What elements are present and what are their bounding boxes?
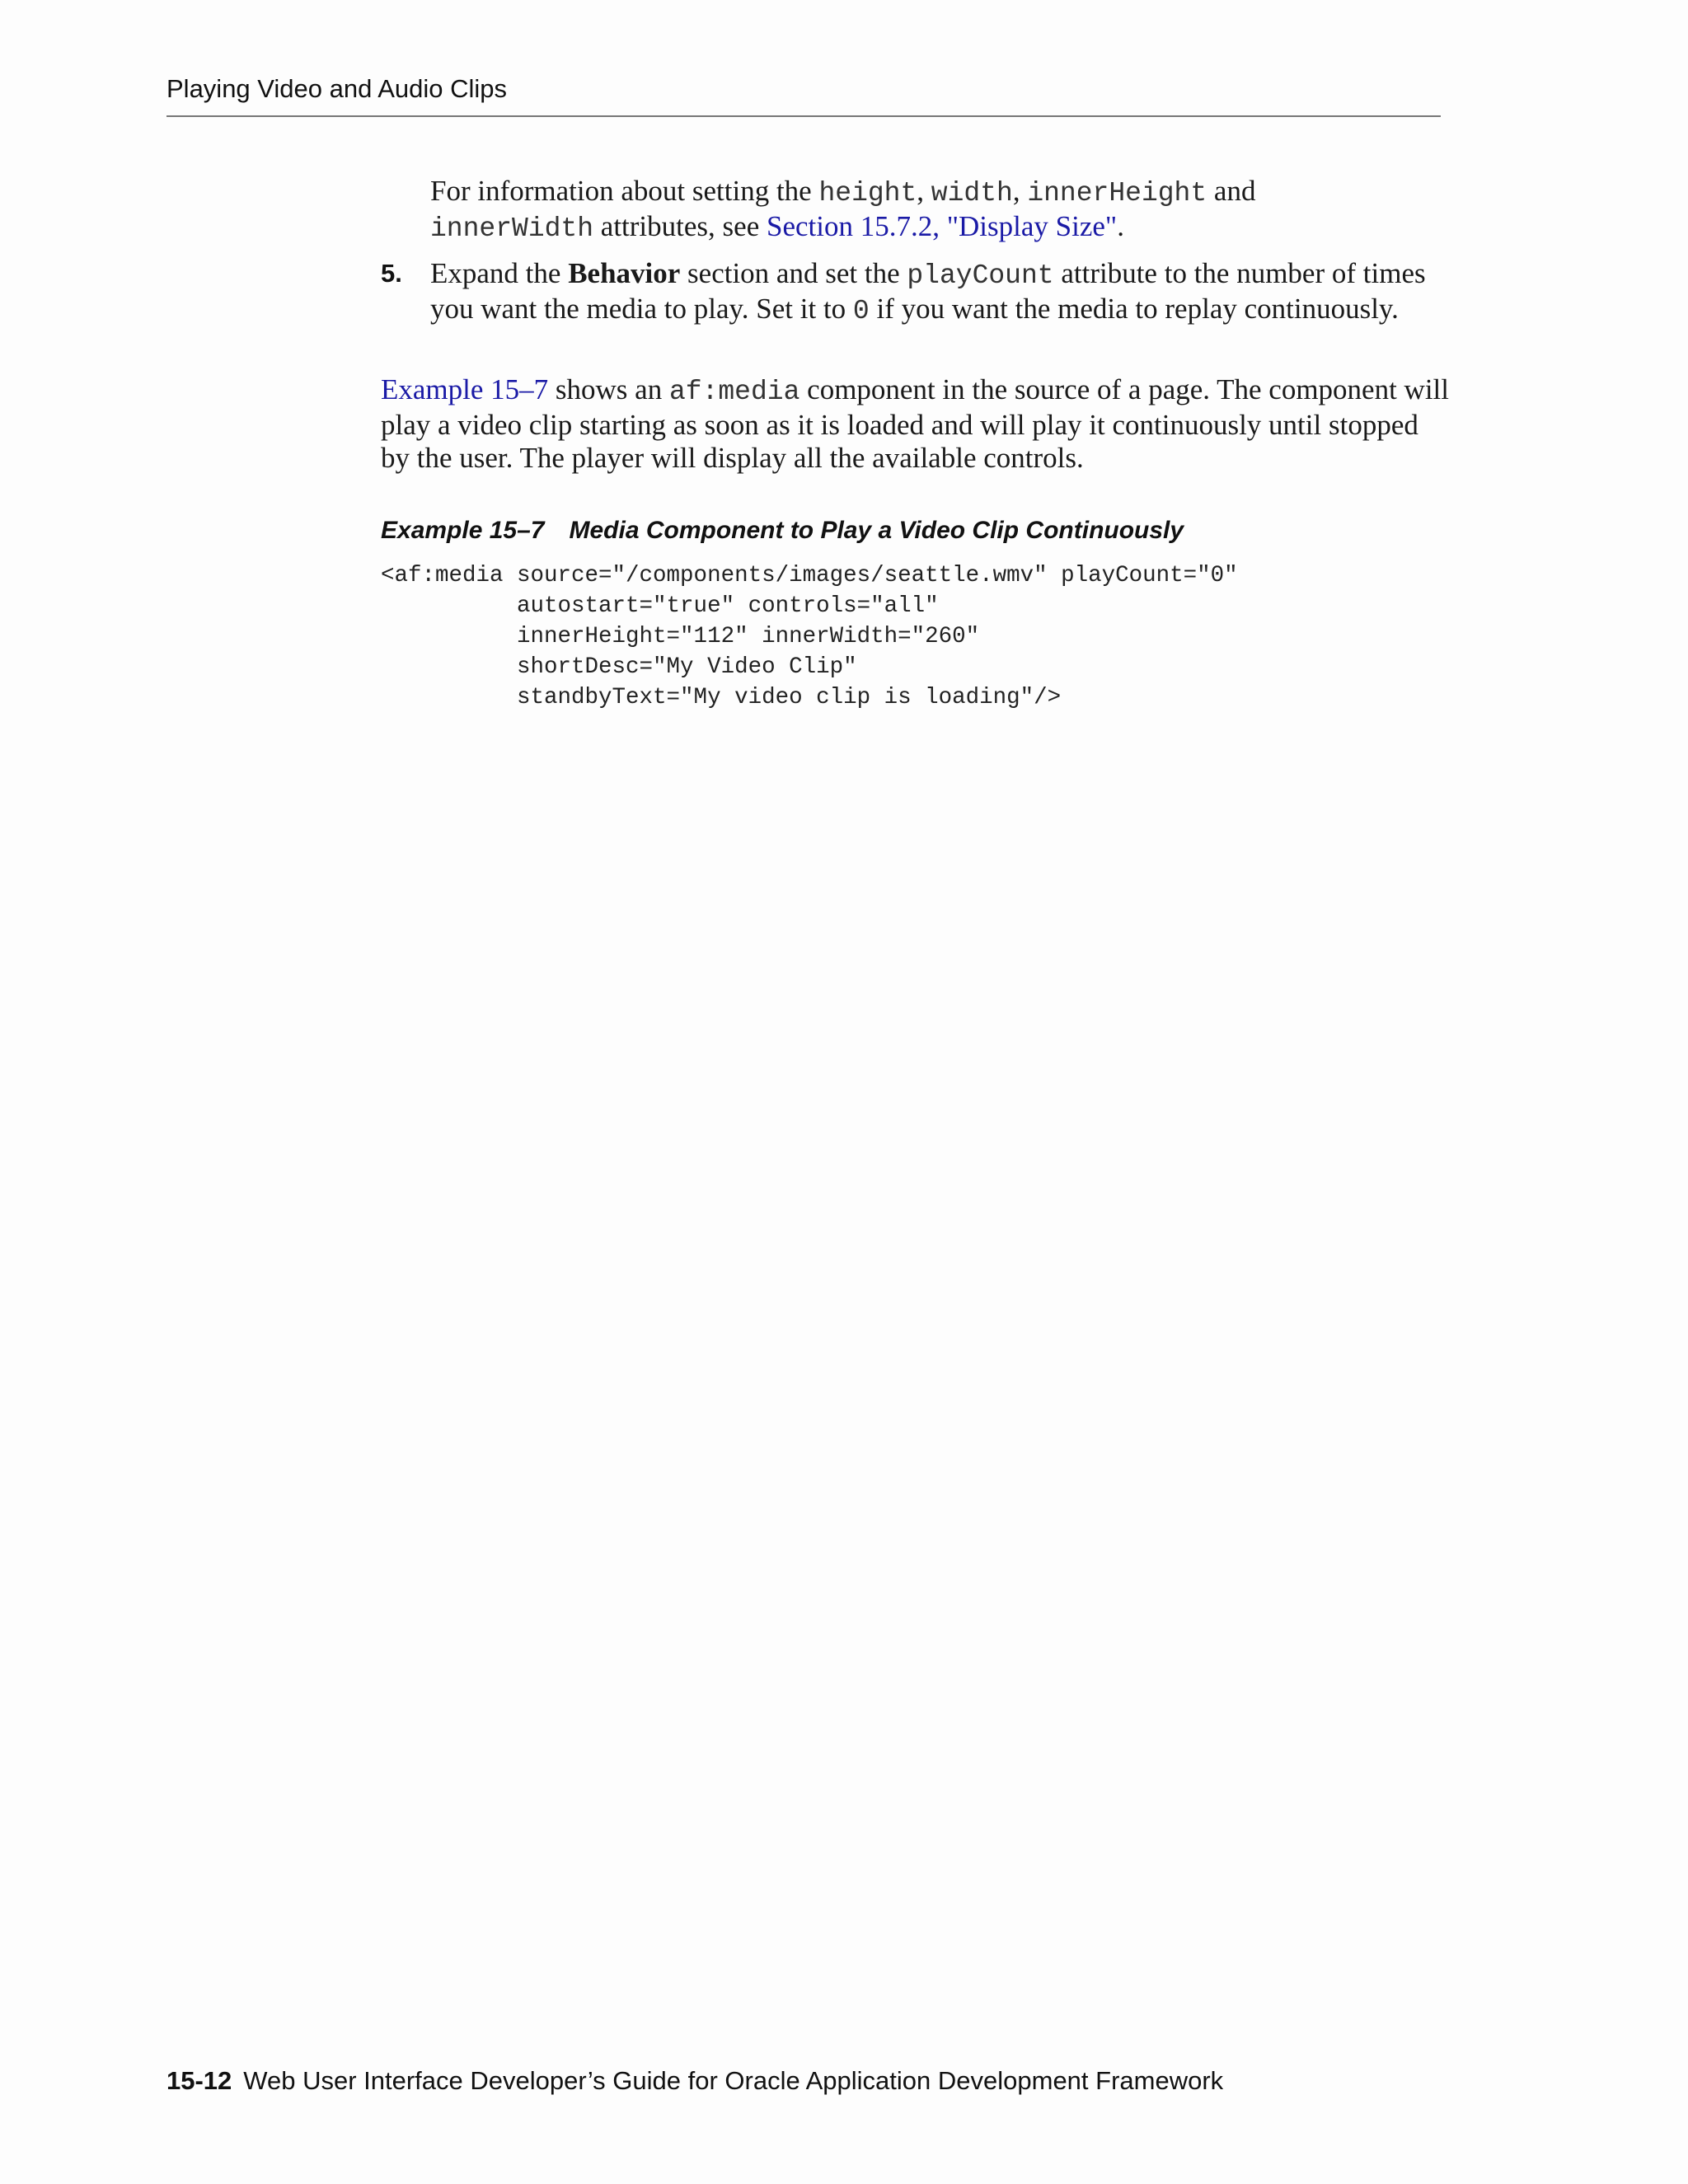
code-zero: 0: [852, 296, 870, 326]
text-span: attributes, see: [593, 210, 767, 242]
step-5: [381, 257, 1452, 328]
behavior-term: Behavior: [568, 257, 681, 289]
code-listing: <af:media source="/components/images/seattle.wmv" playCount="0" autostart="true" controls="all" innerHeight="112" innerWidth="260" shortDesc="My Video Clip" standbyText="My video clip is loading"/>: [381, 563, 1238, 710]
step-number: 5.: [381, 259, 402, 288]
example-title: Media Component to Play a Video Clip Continuously: [569, 517, 1184, 544]
text-span: ,: [1012, 175, 1028, 207]
text-span: and: [1207, 175, 1256, 207]
code-af-media: af:media: [668, 377, 800, 407]
text-span: .: [1117, 210, 1124, 242]
example-caption: [381, 517, 1184, 545]
code-innerwidth: innerWidth: [430, 213, 594, 244]
text-span: attribute to the number of times you want the media to play. Set it to: [430, 257, 1426, 325]
text-span: if you want the media to replay continuously.: [869, 293, 1399, 325]
code-width: width: [931, 178, 1013, 209]
text-span: Expand the: [430, 257, 569, 289]
code-playcount: playCount: [907, 260, 1054, 291]
text-span: shows an: [548, 373, 669, 405]
page-number: 15-12: [166, 2066, 232, 2095]
page-footer: [166, 2066, 1223, 2096]
display-size-link[interactable]: Section 15.7.2, "Display Size": [766, 210, 1118, 242]
text-span: section and set the: [680, 257, 907, 289]
example-link[interactable]: Example 15–7: [381, 373, 549, 405]
header-divider: [166, 115, 1441, 117]
book-title: Web User Interface Developer’s Guide for Oracle Application Development Framework: [243, 2066, 1224, 2095]
example-intro-paragraph: [381, 373, 1452, 475]
code-innerheight: innerHeight: [1027, 178, 1207, 209]
code-height: height: [818, 178, 917, 209]
example-number: Example 15–7: [381, 517, 545, 544]
text-span: component in the source of a page. The component will play a video clip starting as soon as it is loaded and will play it continuously until stopped by the user. The player will display all the available controls.: [381, 373, 1450, 474]
step-text: [430, 257, 1452, 328]
running-header: Playing Video and Audio Clips: [166, 74, 508, 103]
text-span: For information about setting the: [430, 175, 819, 207]
display-size-paragraph: [430, 175, 1452, 246]
text-span: ,: [917, 175, 931, 207]
